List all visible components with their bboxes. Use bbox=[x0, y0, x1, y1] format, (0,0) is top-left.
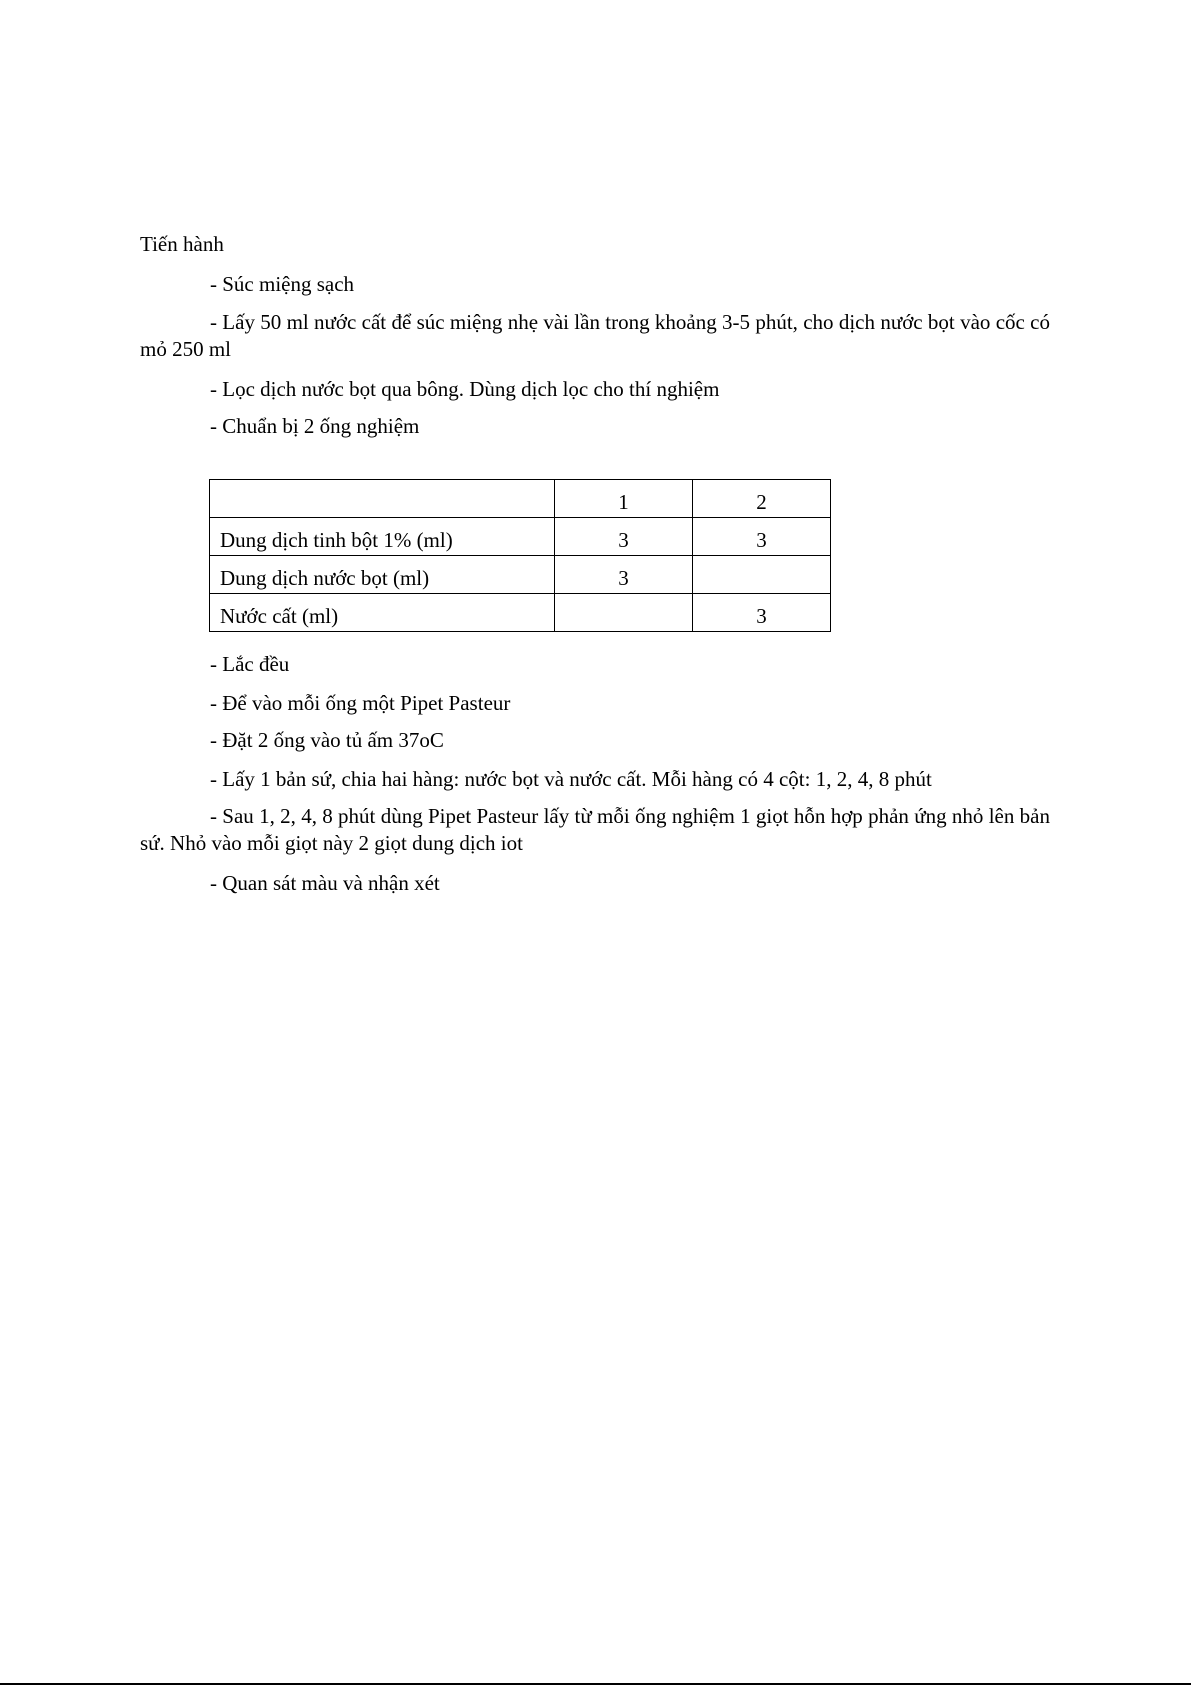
step-observe: - Quan sát màu và nhận xét bbox=[210, 871, 440, 895]
table-cell: 3 bbox=[555, 518, 693, 556]
reagent-table bbox=[209, 479, 831, 632]
table-cell: Nước cất (ml) bbox=[210, 594, 555, 632]
table-row bbox=[210, 594, 831, 632]
table-cell: 3 bbox=[693, 518, 831, 556]
step-porcelain-plate: - Lấy 1 bản sứ, chia hai hàng: nước bọt và nước cất. Mỗi hàng có 4 cột: 1, 2, 4, 8 phút bbox=[210, 767, 932, 791]
step-rinse-mouth: - Súc miệng sạch bbox=[210, 272, 355, 296]
table-cell: Dung dịch nước bọt (ml) bbox=[210, 556, 555, 594]
step-sample-and-iodine: - Sau 1, 2, 4, 8 phút dùng Pipet Pasteur lấy từ mỗi ống nghiệm 1 giọt hỗn hợp phản ứng nhỏ lên bản sứ. Nhỏ vào mỗi giọt này 2 giọt dung dịch iot bbox=[140, 804, 1050, 855]
table-cell: Dung dịch tinh bột 1% (ml) bbox=[210, 518, 555, 556]
step-shake: - Lắc đều bbox=[210, 652, 290, 676]
table-row bbox=[210, 518, 831, 556]
table-header-cell bbox=[210, 480, 555, 518]
step-prepare-tubes: - Chuẩn bị 2 ống nghiệm bbox=[210, 414, 420, 438]
step-collect-saliva: - Lấy 50 ml nước cất để súc miệng nhẹ vài lần trong khoảng 3-5 phút, cho dịch nước bọt vào cốc có mỏ 250 ml bbox=[140, 310, 1050, 361]
section-title: Tiến hành bbox=[140, 232, 224, 256]
table-cell: 3 bbox=[693, 594, 831, 632]
table-header-row bbox=[210, 480, 831, 518]
step-insert-pipette: - Để vào mỗi ống một Pipet Pasteur bbox=[210, 691, 511, 715]
table-header-cell: 2 bbox=[693, 480, 831, 518]
step-filter-saliva: - Lọc dịch nước bọt qua bông. Dùng dịch lọc cho thí nghiệm bbox=[210, 377, 720, 401]
table-row bbox=[210, 556, 831, 594]
step-incubate: - Đặt 2 ống vào tủ ấm 37oC bbox=[210, 728, 444, 752]
table-cell: 3 bbox=[555, 556, 693, 594]
table-cell bbox=[693, 556, 831, 594]
table-header-cell: 1 bbox=[555, 480, 693, 518]
table-cell bbox=[555, 594, 693, 632]
